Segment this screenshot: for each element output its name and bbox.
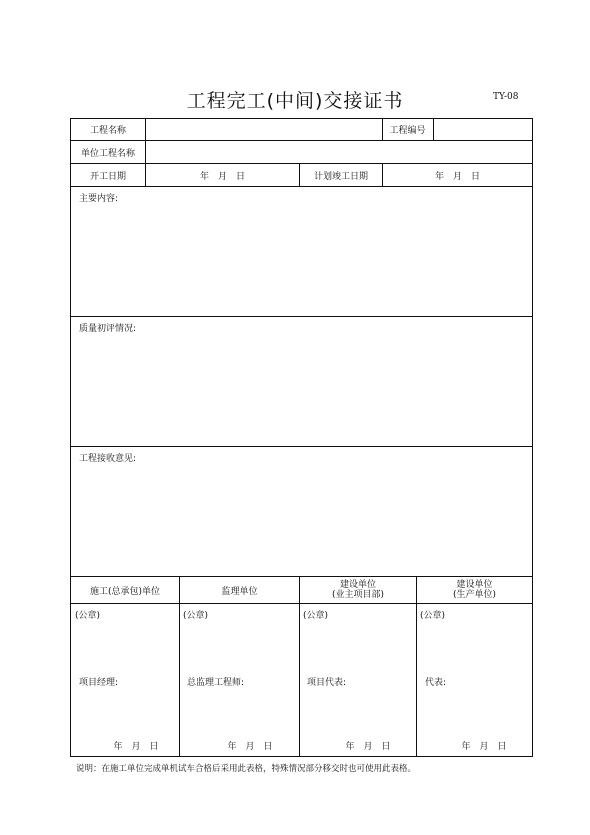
owner-pm-role: 项目代表: xyxy=(307,677,347,688)
owner-prod-role: 代表: xyxy=(425,677,447,688)
supervisor-header: 监理单位 xyxy=(221,586,258,597)
owner-prod-seal: (公章) xyxy=(420,610,446,621)
planned-finish-value[interactable]: 年 月 日 xyxy=(434,171,480,182)
owner-pm-header-line1: 建设单位 xyxy=(339,580,376,590)
unit-project-field[interactable] xyxy=(146,141,532,163)
contractor-header: 施工(总承包)单位 xyxy=(89,586,161,597)
section-divider xyxy=(71,316,532,317)
col-divider xyxy=(179,576,180,757)
owner-prod-header xyxy=(417,577,532,603)
project-no-field[interactable] xyxy=(434,119,532,140)
owner-prod-header-line2: (生产单位) xyxy=(452,590,497,600)
contractor-role: 项目经理: xyxy=(79,677,119,688)
start-date-label: 开工日期 xyxy=(89,171,126,182)
project-no-label: 工程编号 xyxy=(389,126,426,136)
contractor-date[interactable]: 年 月 日 xyxy=(113,741,159,752)
main-content-label: 主要内容: xyxy=(79,193,119,204)
unit-project-label: 单位工程名称 xyxy=(80,148,135,159)
supervisor-seal: (公章) xyxy=(183,610,209,621)
form-title: 工程完工(中间)交接证书 xyxy=(186,90,404,112)
footnote: 说明：在施工单位完成单机试车合格后采用此表格，特殊情况部分移交时也可使用此表格。 xyxy=(76,764,417,774)
quality-eval-label: 质量初评情况: xyxy=(79,323,137,334)
owner-pm-header-line2: (业主项目部) xyxy=(331,590,385,600)
section-divider xyxy=(71,446,532,447)
acceptance-opinion-label: 工程接收意见: xyxy=(79,453,137,464)
owner-pm-header xyxy=(300,577,416,603)
form-table xyxy=(70,118,533,757)
col-divider xyxy=(299,576,300,757)
supervisor-date[interactable]: 年 月 日 xyxy=(227,741,273,752)
owner-prod-header-line1: 建设单位 xyxy=(456,580,493,590)
col-divider xyxy=(416,576,417,757)
owner-pm-seal: (公章) xyxy=(303,610,329,621)
owner-pm-date[interactable]: 年 月 日 xyxy=(345,741,391,752)
row-divider xyxy=(71,186,532,187)
owner-prod-date[interactable]: 年 月 日 xyxy=(461,741,507,752)
supervisor-role: 总监理工程师: xyxy=(187,677,245,688)
contractor-seal: (公章) xyxy=(75,610,101,621)
project-name-field[interactable] xyxy=(146,119,382,140)
row-divider xyxy=(71,603,532,604)
start-date-value[interactable]: 年 月 日 xyxy=(199,171,245,182)
project-name-label: 工程名称 xyxy=(89,126,126,136)
planned-finish-label: 计划竣工日期 xyxy=(313,171,368,182)
form-code: TY-08 xyxy=(493,92,519,102)
